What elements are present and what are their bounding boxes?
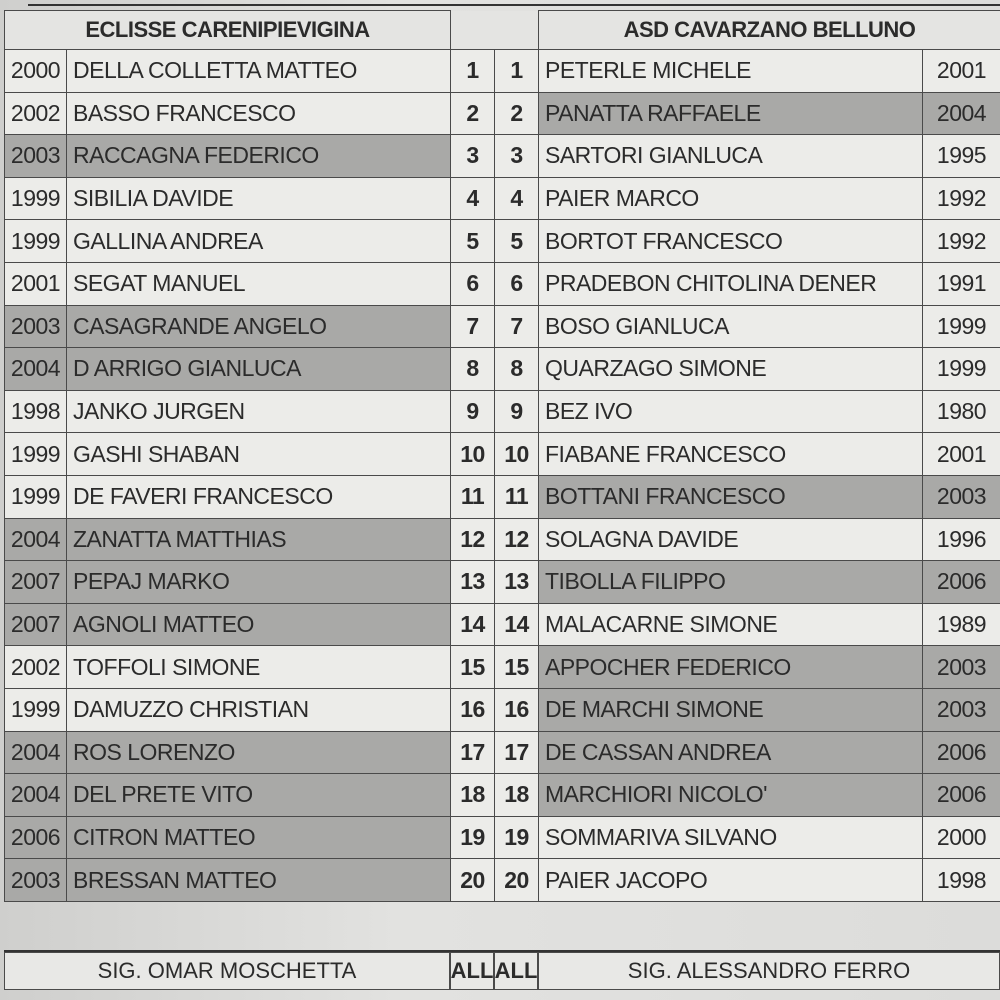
away-player-name: MALACARNE SIMONE <box>539 603 923 646</box>
home-player-name: ZANATTA MATTHIAS <box>67 518 451 561</box>
home-player-number: 8 <box>451 348 495 391</box>
away-player-number: 6 <box>495 262 539 305</box>
roster-table <box>4 10 1000 902</box>
home-player-name: DEL PRETE VITO <box>67 774 451 817</box>
home-player-number: 5 <box>451 220 495 263</box>
home-player-name: CASAGRANDE ANGELO <box>67 305 451 348</box>
away-player-number: 18 <box>495 774 539 817</box>
away-player-name: SOLAGNA DAVIDE <box>539 518 923 561</box>
away-player-number: 8 <box>495 348 539 391</box>
home-player-year: 2003 <box>5 305 67 348</box>
home-player-year: 2002 <box>5 92 67 135</box>
home-player-number: 10 <box>451 433 495 476</box>
home-player-year: 2007 <box>5 561 67 604</box>
away-player-number: 3 <box>495 135 539 178</box>
home-player-year: 1999 <box>5 220 67 263</box>
away-player-year: 2006 <box>923 731 1000 774</box>
roster-row <box>5 774 1000 817</box>
home-player-name: TOFFOLI SIMONE <box>67 646 451 689</box>
header-row <box>5 11 1000 50</box>
staff-footer <box>4 950 1000 992</box>
roster-row <box>5 603 1000 646</box>
top-border <box>28 4 1000 6</box>
away-player-number: 9 <box>495 390 539 433</box>
home-player-number: 17 <box>451 731 495 774</box>
away-player-year: 1992 <box>923 177 1000 220</box>
away-player-number: 16 <box>495 688 539 731</box>
home-player-year: 1999 <box>5 433 67 476</box>
roster-row <box>5 135 1000 178</box>
away-player-name: BOTTANI FRANCESCO <box>539 475 923 518</box>
away-player-name: SARTORI GIANLUCA <box>539 135 923 178</box>
away-player-year: 2006 <box>923 774 1000 817</box>
home-player-name: CITRON MATTEO <box>67 816 451 859</box>
away-player-year: 1996 <box>923 518 1000 561</box>
away-player-year: 2001 <box>923 433 1000 476</box>
home-player-name: ROS LORENZO <box>67 731 451 774</box>
home-player-year: 2006 <box>5 816 67 859</box>
home-player-name: AGNOLI MATTEO <box>67 603 451 646</box>
away-player-name: DE CASSAN ANDREA <box>539 731 923 774</box>
roster-row <box>5 390 1000 433</box>
away-player-number: 7 <box>495 305 539 348</box>
away-player-year: 2006 <box>923 561 1000 604</box>
home-player-year: 2002 <box>5 646 67 689</box>
roster-row <box>5 859 1000 902</box>
home-player-year: 1999 <box>5 688 67 731</box>
home-player-name: SIBILIA DAVIDE <box>67 177 451 220</box>
roster-row <box>5 518 1000 561</box>
away-player-name: BORTOT FRANCESCO <box>539 220 923 263</box>
away-player-year: 1992 <box>923 220 1000 263</box>
away-player-year: 1991 <box>923 262 1000 305</box>
home-player-name: DELLA COLLETTA MATTEO <box>67 50 451 93</box>
home-player-year: 1999 <box>5 177 67 220</box>
away-team-header: ASD CAVARZANO BELLUNO <box>539 11 1000 50</box>
home-player-year: 2000 <box>5 50 67 93</box>
home-player-name: PEPAJ MARKO <box>67 561 451 604</box>
away-player-year: 1999 <box>923 305 1000 348</box>
home-player-year: 2004 <box>5 348 67 391</box>
home-player-number: 16 <box>451 688 495 731</box>
away-player-year: 2001 <box>923 50 1000 93</box>
away-player-name: TIBOLLA FILIPPO <box>539 561 923 604</box>
home-player-number: 19 <box>451 816 495 859</box>
away-player-name: MARCHIORI NICOLO' <box>539 774 923 817</box>
home-player-year: 2004 <box>5 774 67 817</box>
away-player-name: PETERLE MICHELE <box>539 50 923 93</box>
home-player-year: 2004 <box>5 731 67 774</box>
home-player-name: DE FAVERI FRANCESCO <box>67 475 451 518</box>
home-player-name: SEGAT MANUEL <box>67 262 451 305</box>
roster-row <box>5 816 1000 859</box>
home-player-name: DAMUZZO CHRISTIAN <box>67 688 451 731</box>
home-player-name: GASHI SHABAN <box>67 433 451 476</box>
away-player-year: 2004 <box>923 92 1000 135</box>
roster-row <box>5 177 1000 220</box>
home-player-name: D ARRIGO GIANLUCA <box>67 348 451 391</box>
home-player-number: 13 <box>451 561 495 604</box>
roster-row <box>5 433 1000 476</box>
roster-row <box>5 92 1000 135</box>
away-player-year: 2003 <box>923 475 1000 518</box>
home-player-number: 6 <box>451 262 495 305</box>
away-player-name: DE MARCHI SIMONE <box>539 688 923 731</box>
away-player-name: SOMMARIVA SILVANO <box>539 816 923 859</box>
away-role: ALL <box>494 952 538 990</box>
home-player-number: 14 <box>451 603 495 646</box>
home-player-year: 2001 <box>5 262 67 305</box>
home-player-number: 18 <box>451 774 495 817</box>
home-player-number: 4 <box>451 177 495 220</box>
away-player-number: 1 <box>495 50 539 93</box>
away-player-number: 15 <box>495 646 539 689</box>
roster-row <box>5 475 1000 518</box>
away-player-year: 1995 <box>923 135 1000 178</box>
roster-row <box>5 262 1000 305</box>
roster-row <box>5 305 1000 348</box>
home-player-number: 7 <box>451 305 495 348</box>
home-player-name: BASSO FRANCESCO <box>67 92 451 135</box>
home-team-header: ECLISSE CARENIPIEVIGINA <box>5 11 451 50</box>
away-player-year: 2003 <box>923 646 1000 689</box>
away-player-name: PAIER JACOPO <box>539 859 923 902</box>
home-player-year: 2007 <box>5 603 67 646</box>
away-player-year: 1999 <box>923 348 1000 391</box>
away-player-name: PANATTA RAFFAELE <box>539 92 923 135</box>
home-player-number: 12 <box>451 518 495 561</box>
home-player-year: 2004 <box>5 518 67 561</box>
home-player-number: 3 <box>451 135 495 178</box>
home-player-name: BRESSAN MATTEO <box>67 859 451 902</box>
away-player-name: PAIER MARCO <box>539 177 923 220</box>
away-player-number: 12 <box>495 518 539 561</box>
away-player-name: BOSO GIANLUCA <box>539 305 923 348</box>
away-player-year: 2000 <box>923 816 1000 859</box>
away-player-name: FIABANE FRANCESCO <box>539 433 923 476</box>
away-player-number: 19 <box>495 816 539 859</box>
home-coach: SIG. OMAR MOSCHETTA <box>4 952 450 990</box>
away-player-year: 2003 <box>923 688 1000 731</box>
away-player-number: 4 <box>495 177 539 220</box>
away-player-name: QUARZAGO SIMONE <box>539 348 923 391</box>
home-player-year: 1998 <box>5 390 67 433</box>
home-player-number: 20 <box>451 859 495 902</box>
home-role: ALL <box>450 952 494 990</box>
roster-row <box>5 731 1000 774</box>
away-player-name: BEZ IVO <box>539 390 923 433</box>
home-player-year: 2003 <box>5 135 67 178</box>
away-player-number: 20 <box>495 859 539 902</box>
home-player-number: 11 <box>451 475 495 518</box>
away-player-number: 11 <box>495 475 539 518</box>
away-player-name: APPOCHER FEDERICO <box>539 646 923 689</box>
header-spacer <box>451 11 539 50</box>
away-player-number: 5 <box>495 220 539 263</box>
away-coach: SIG. ALESSANDRO FERRO <box>538 952 1000 990</box>
away-player-name: PRADEBON CHITOLINA DENER <box>539 262 923 305</box>
away-player-number: 14 <box>495 603 539 646</box>
home-player-name: GALLINA ANDREA <box>67 220 451 263</box>
home-player-name: RACCAGNA FEDERICO <box>67 135 451 178</box>
home-player-year: 2003 <box>5 859 67 902</box>
away-player-year: 1980 <box>923 390 1000 433</box>
roster-row <box>5 348 1000 391</box>
home-player-number: 2 <box>451 92 495 135</box>
roster-row <box>5 220 1000 263</box>
away-player-number: 2 <box>495 92 539 135</box>
home-player-number: 15 <box>451 646 495 689</box>
away-player-number: 10 <box>495 433 539 476</box>
home-player-name: JANKO JURGEN <box>67 390 451 433</box>
away-player-year: 1989 <box>923 603 1000 646</box>
home-player-year: 1999 <box>5 475 67 518</box>
roster-body <box>5 50 1000 902</box>
away-player-year: 1998 <box>923 859 1000 902</box>
roster-row <box>5 646 1000 689</box>
home-player-number: 9 <box>451 390 495 433</box>
roster-row <box>5 561 1000 604</box>
roster-row <box>5 688 1000 731</box>
home-player-number: 1 <box>451 50 495 93</box>
away-player-number: 17 <box>495 731 539 774</box>
roster-row <box>5 50 1000 93</box>
away-player-number: 13 <box>495 561 539 604</box>
